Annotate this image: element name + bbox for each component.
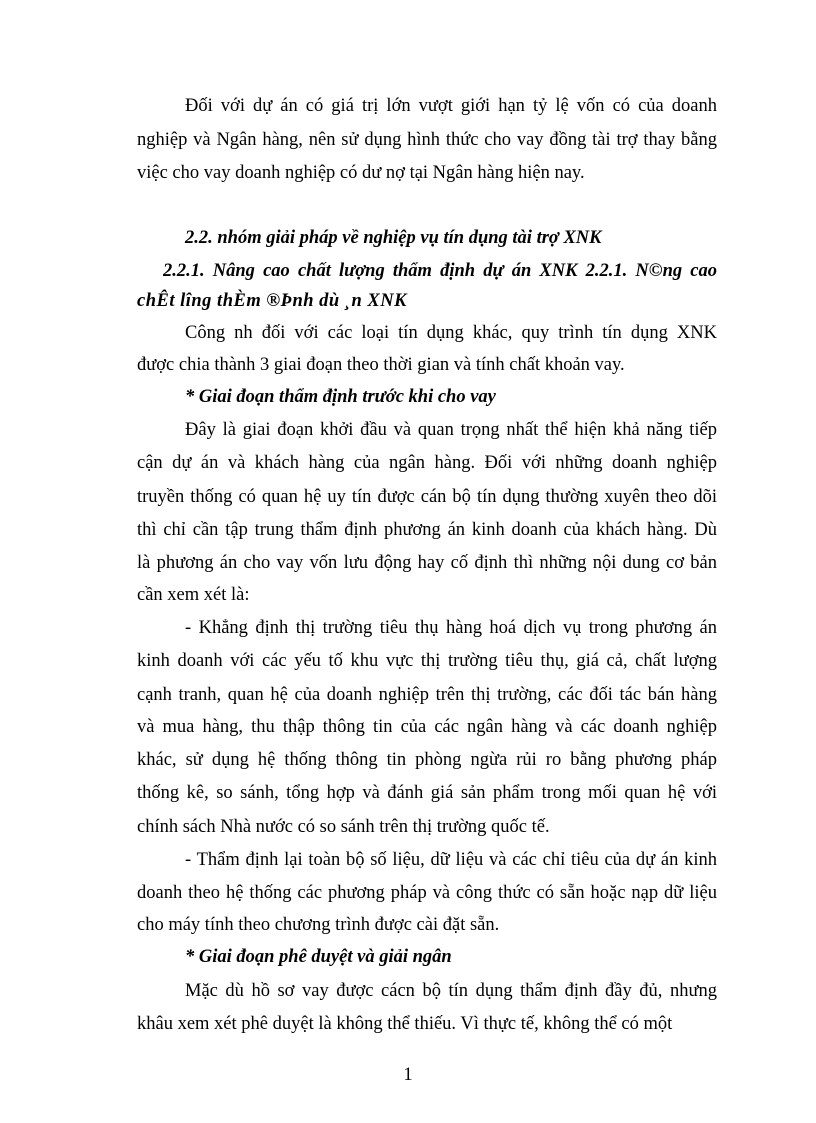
paragraph-line: Công nh đối với các loại tín dụng khác, quy trình tín dụng XNK: [185, 323, 717, 343]
page-number: 1: [403, 1065, 413, 1085]
paragraph-line: và mua hàng, thu thập thông tin của các ngân hàng và các doanh nghiệp: [137, 717, 717, 737]
paragraph-line: khâu xem xét phê duyệt là không thể thiếu. Vì thực tế, không thể có một: [137, 1014, 673, 1034]
paragraph-line: cạnh tranh, quan hệ của doanh nghiệp trên thị trường, các đối tác bán hàng: [137, 685, 717, 705]
paragraph-line: Đối với dự án có giá trị lớn vượt giới hạn tỷ lệ vốn có của doanh: [185, 96, 717, 116]
paragraph-line: là phương án cho vay vốn lưu động hay cố định thì những nội dung cơ bản: [137, 553, 717, 573]
paragraph-line: cần xem xét là:: [137, 585, 250, 605]
paragraph-line: thì chỉ cần tập trung thẩm định phương án kinh doanh của khách hàng. Dù: [137, 520, 717, 540]
paragraph-line: nghiệp và Ngân hàng, nên sử dụng hình thức cho vay đồng tài trợ thay bằng: [137, 130, 717, 150]
paragraph-line: kinh doanh với các yếu tố khu vực thị trường tiêu thụ, giá cả, chất lượng: [137, 651, 717, 671]
paragraph-line: doanh theo hệ thống các phương pháp và công thức có sẵn hoặc nạp dữ liệu: [137, 883, 717, 903]
section-heading: 2.2. nhóm giải pháp về nghiệp vụ tín dụng tài trợ XNK: [185, 228, 602, 248]
stage-heading: * Giai đoạn thẩm định trước khi cho vay: [185, 387, 496, 407]
paragraph-line: khác, sử dụng hệ thống thông tin phòng ngừa rủi ro bằng phương pháp: [137, 750, 717, 770]
stage-heading: * Giai đoạn phê duyệt và giải ngân: [185, 947, 452, 967]
paragraph-line: truyền thống có quan hệ uy tín được cán bộ tín dụng thường xuyên theo dõi: [137, 487, 717, 507]
paragraph-line: cho máy tính theo chương trình được cài đặt sẵn.: [137, 915, 500, 935]
paragraph-line: Mặc dù hồ sơ vay được cácn bộ tín dụng thẩm định đầy đủ, nhưng: [185, 981, 717, 1001]
paragraph-line: việc cho vay doanh nghiệp có dư nợ tại Ngân hàng hiện nay.: [137, 163, 585, 183]
paragraph-line: - Thẩm định lại toàn bộ số liệu, dữ liệu và các chỉ tiêu của dự án kinh: [185, 850, 717, 870]
paragraph-line: Đây là giai đoạn khởi đầu và quan trọng nhất thể hiện khả năng tiếp: [185, 420, 717, 440]
subsection-heading: 2.2.1. Nâng cao chất lượng thẩm định dự án XNK 2.2.1. N©ng cao: [163, 261, 717, 281]
paragraph-line: chính sách Nhà nước có so sánh trên thị trường quốc tế.: [137, 817, 550, 837]
paragraph-line: cận dự án và khách hàng của ngân hàng. Đối với những doanh nghiệp: [137, 453, 717, 473]
subsection-heading-garbled: chÊt lîng thÈm ®Þnh dù ¸n XNK: [137, 291, 407, 311]
paragraph-line: được chia thành 3 giai đoạn theo thời gian và tính chất khoản vay.: [137, 355, 625, 375]
paragraph-line: - Khẳng định thị trường tiêu thụ hàng hoá dịch vụ trong phương án: [185, 618, 717, 638]
paragraph-line: thống kê, so sánh, tổng hợp và đánh giá sản phẩm trong mối quan hệ với: [137, 783, 717, 803]
